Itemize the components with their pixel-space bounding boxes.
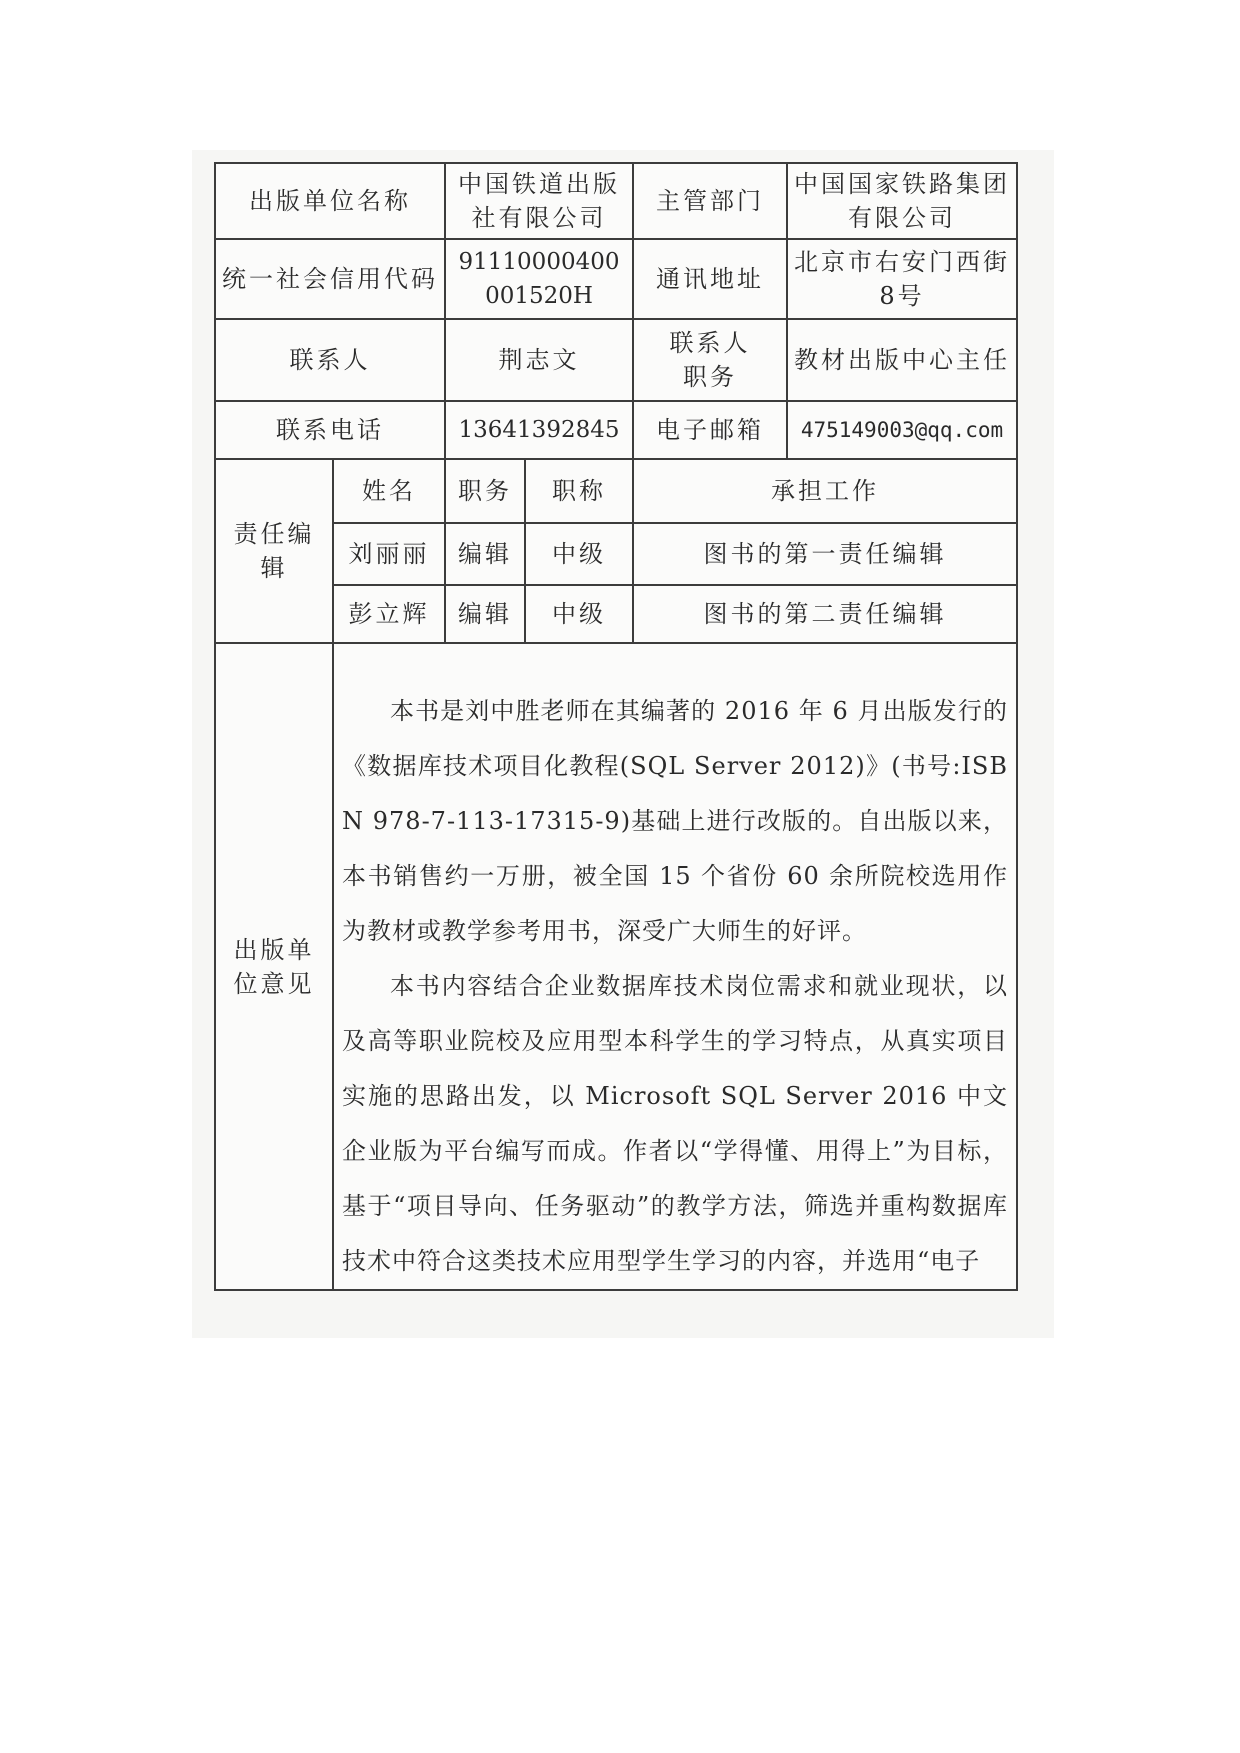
editor-header-work: 承担工作 <box>633 459 1017 523</box>
table-row <box>215 319 1017 401</box>
publisher-name-value: 中国铁道出版社有限公司 <box>445 163 633 239</box>
editor-name: 彭立辉 <box>333 585 445 643</box>
opinion-content <box>333 643 1017 1290</box>
address-value: 北京市右安门西街8号 <box>787 239 1017 319</box>
editor-position: 编辑 <box>445 523 525 585</box>
table-row <box>215 585 1017 643</box>
table-row <box>215 459 1017 523</box>
editor-header-rank: 职称 <box>525 459 633 523</box>
email-label: 电子邮箱 <box>633 401 787 459</box>
opinion-paragraph: 本书是刘中胜老师在其编著的 2016 年 6 月出版发行的《数据库技术项目化教程(SQL Server 2012)》(书号:ISBN 978-7-113-17315-9)基础上进行改版的。自出版以来，本书销售约一万册，被全国 15 个省份 60 余所院校选用作为教材或教学参考用书，深受广大师生的好评。 <box>342 697 1008 945</box>
email-value: 475149003@qq.com <box>787 401 1017 459</box>
contact-value: 荆志文 <box>445 319 633 401</box>
address-label: 通讯地址 <box>633 239 787 319</box>
application-form <box>214 162 1018 1291</box>
authority-label: 主管部门 <box>633 163 787 239</box>
table-row <box>215 239 1017 319</box>
contact-title-label: 联系人职务 <box>633 319 787 401</box>
table-row <box>215 163 1017 239</box>
opinion-label: 出版单位意见 <box>215 643 333 1290</box>
table-row <box>215 401 1017 459</box>
credit-code-label: 统一社会信用代码 <box>215 239 445 319</box>
phone-value: 13641392845 <box>445 401 633 459</box>
editor-rank: 中级 <box>525 585 633 643</box>
editor-work: 图书的第二责任编辑 <box>633 585 1017 643</box>
publisher-name-label: 出版单位名称 <box>215 163 445 239</box>
credit-code-value: 91110000400001520H <box>445 239 633 319</box>
contact-label: 联系人 <box>215 319 445 401</box>
table-row <box>215 523 1017 585</box>
editor-work: 图书的第一责任编辑 <box>633 523 1017 585</box>
contact-title-value: 教材出版中心主任 <box>787 319 1017 401</box>
editor-header-name: 姓名 <box>333 459 445 523</box>
authority-value: 中国国家铁路集团有限公司 <box>787 163 1017 239</box>
table-row <box>215 643 1017 1290</box>
opinion-paragraph: 本书内容结合企业数据库技术岗位需求和就业现状，以及高等职业院校及应用型本科学生的学习特点，从真实项目实施的思路出发，以 Microsoft SQL Server 2016 中文企业版为平台编写而成。作者以“学得懂、用得上”为目标，基于“项目导向、任务驱动”的教学方法，筛选并重构数据库技术中符合这类技术应用型学生学习的内容，并选用“电子 <box>342 972 1008 1275</box>
editor-position: 编辑 <box>445 585 525 643</box>
editor-rank: 中级 <box>525 523 633 585</box>
phone-label: 联系电话 <box>215 401 445 459</box>
editor-name: 刘丽丽 <box>333 523 445 585</box>
editor-header-position: 职务 <box>445 459 525 523</box>
editors-section-label: 责任编辑 <box>215 459 333 643</box>
